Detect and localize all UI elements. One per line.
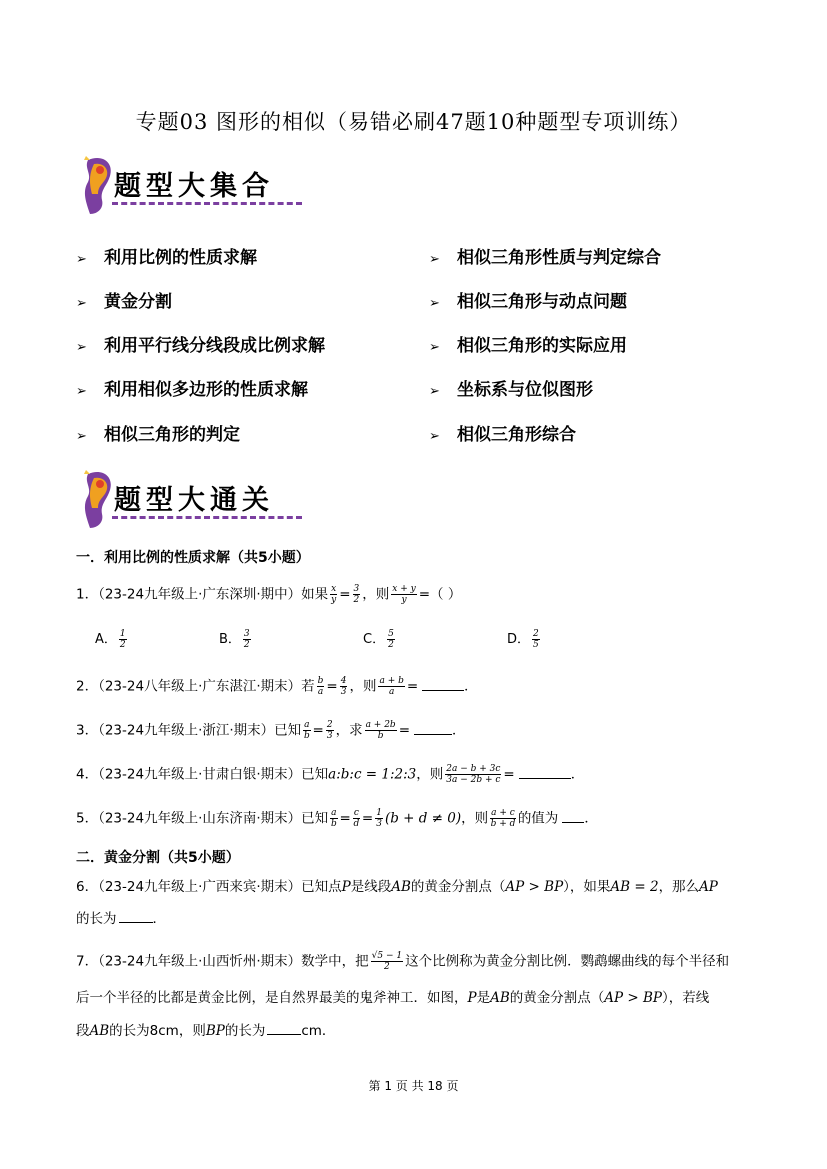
option-c[interactable]: C． $\frac{5}{2}$ (363, 629, 394, 650)
question-6-line-2: 的长为 ． (76, 911, 166, 927)
page-number: 第 1 页 共 18 页 (368, 1079, 459, 1093)
question-7-line-2: 后一个半径的比都是黄金比例，是自然界最美的鬼斧神工．如图，P是AB的黄金分割点（AP > BP），若线 (76, 990, 710, 1006)
arrow-icon: ➢ (429, 252, 440, 267)
category-item: ➢ 黄金分割 (76, 292, 172, 312)
option-d[interactable]: D． $\frac{2}{5}$ (507, 629, 539, 650)
question-3: 3．（23-24九年级上·浙江·期末）已知 $\frac{a}{b}$ = $\frac{2}{3}$ ，求 $\frac{a + 2b}{b}$ = ． (76, 720, 466, 741)
arrow-icon: ➢ (429, 384, 440, 399)
answer-blank[interactable] (267, 1022, 301, 1035)
arrow-icon: ➢ (429, 340, 440, 355)
question-6: 6．（23-24九年级上·广西来宾·期末）已知点P是线段AB的黄金分割点（AP > BP），如果AB = 2，那么AP (76, 879, 718, 895)
banner-text: 题型大集合 (114, 171, 274, 202)
category-item: ➢ 相似三角形的实际应用 (429, 336, 627, 356)
banner-question-types (72, 152, 302, 214)
arrow-icon: ➢ (76, 340, 87, 355)
category-item: ➢ 利用相似多边形的性质求解 (76, 380, 308, 400)
category-item: ➢ 相似三角形综合 (429, 425, 576, 445)
arrow-icon: ➢ (76, 429, 87, 444)
category-item: ➢ 相似三角形的判定 (76, 425, 240, 445)
banner-text: 题型大通关 (114, 485, 274, 516)
category-item: ➢ 坐标系与位似图形 (429, 380, 593, 400)
question-4: 4．（23-24九年级上·甘肃白银·期末）已知a:b:c = 1:2:3，则 $\frac{2a - b + 3c}{3a - 2b + c}$ = ． (76, 764, 585, 785)
category-item: ➢ 利用平行线分线段成比例求解 (76, 336, 325, 356)
answer-blank[interactable] (562, 810, 584, 823)
arrow-icon: ➢ (429, 429, 440, 444)
page-title: 专题03 图形的相似（易错必刷47题10种题型专项训练） (135, 110, 692, 134)
arrow-icon: ➢ (76, 384, 87, 399)
banner-underline (112, 202, 302, 205)
arrow-icon: ➢ (76, 252, 87, 267)
question-7: 7．（23-24九年级上·山西忻州·期末）数学中，把 $\frac{√5 - 1}{2}$ 这个比例称为黄金分割比例．鹦鹉螺曲线的每个半径和 (76, 951, 730, 972)
answer-blank[interactable] (119, 910, 153, 923)
banner-practice (72, 466, 302, 528)
answer-blank[interactable] (519, 766, 571, 779)
section-heading: 一．利用比例的性质求解（共5小题） (76, 550, 310, 566)
option-b[interactable]: B． $\frac{3}{2}$ (219, 629, 250, 650)
category-item: ➢ 利用比例的性质求解 (76, 248, 257, 268)
section-heading: 二．黄金分割（共5小题） (76, 850, 240, 866)
fraction: $\frac{x + y}{y}$ (392, 584, 416, 605)
banner-underline (112, 516, 302, 519)
answer-blank[interactable] (422, 678, 464, 691)
arrow-icon: ➢ (429, 296, 440, 311)
question-2: 2．（23-24八年级上·广东湛江·期末）若 $\frac{b}{a}$ = $\frac{4}{3}$ ，则 $\frac{a + b}{a}$ = ． (76, 676, 478, 697)
question-1: 1．（23-24九年级上·广东深圳·期中）如果 $\frac{x}{y}$ = $\frac{3}{2}$ ，则 $\frac{x + y}{y}$ =（ ） (76, 584, 462, 605)
option-a[interactable]: A． $\frac{1}{2}$ (95, 629, 126, 650)
category-item: ➢ 相似三角形性质与判定综合 (429, 248, 661, 268)
answer-blank[interactable] (414, 722, 452, 735)
fraction: $\frac{x}{y}$ (331, 584, 337, 605)
fraction: $\frac{3}{2}$ (353, 584, 360, 605)
question-5: 5．（23-24九年级上·山东济南·期末）已知 $\frac{a}{b}$ = $\frac{c}{d}$ = $\frac{1}{3}$ (b + d ≠ 0)，则 $\frac{a + c}{b + d}$ 的值为 ． (76, 808, 598, 829)
arrow-icon: ➢ (76, 296, 87, 311)
question-7-line-3: 段AB的长为8cm，则BP的长为 cm． (76, 1023, 336, 1039)
category-item: ➢ 相似三角形与动点问题 (429, 292, 627, 312)
